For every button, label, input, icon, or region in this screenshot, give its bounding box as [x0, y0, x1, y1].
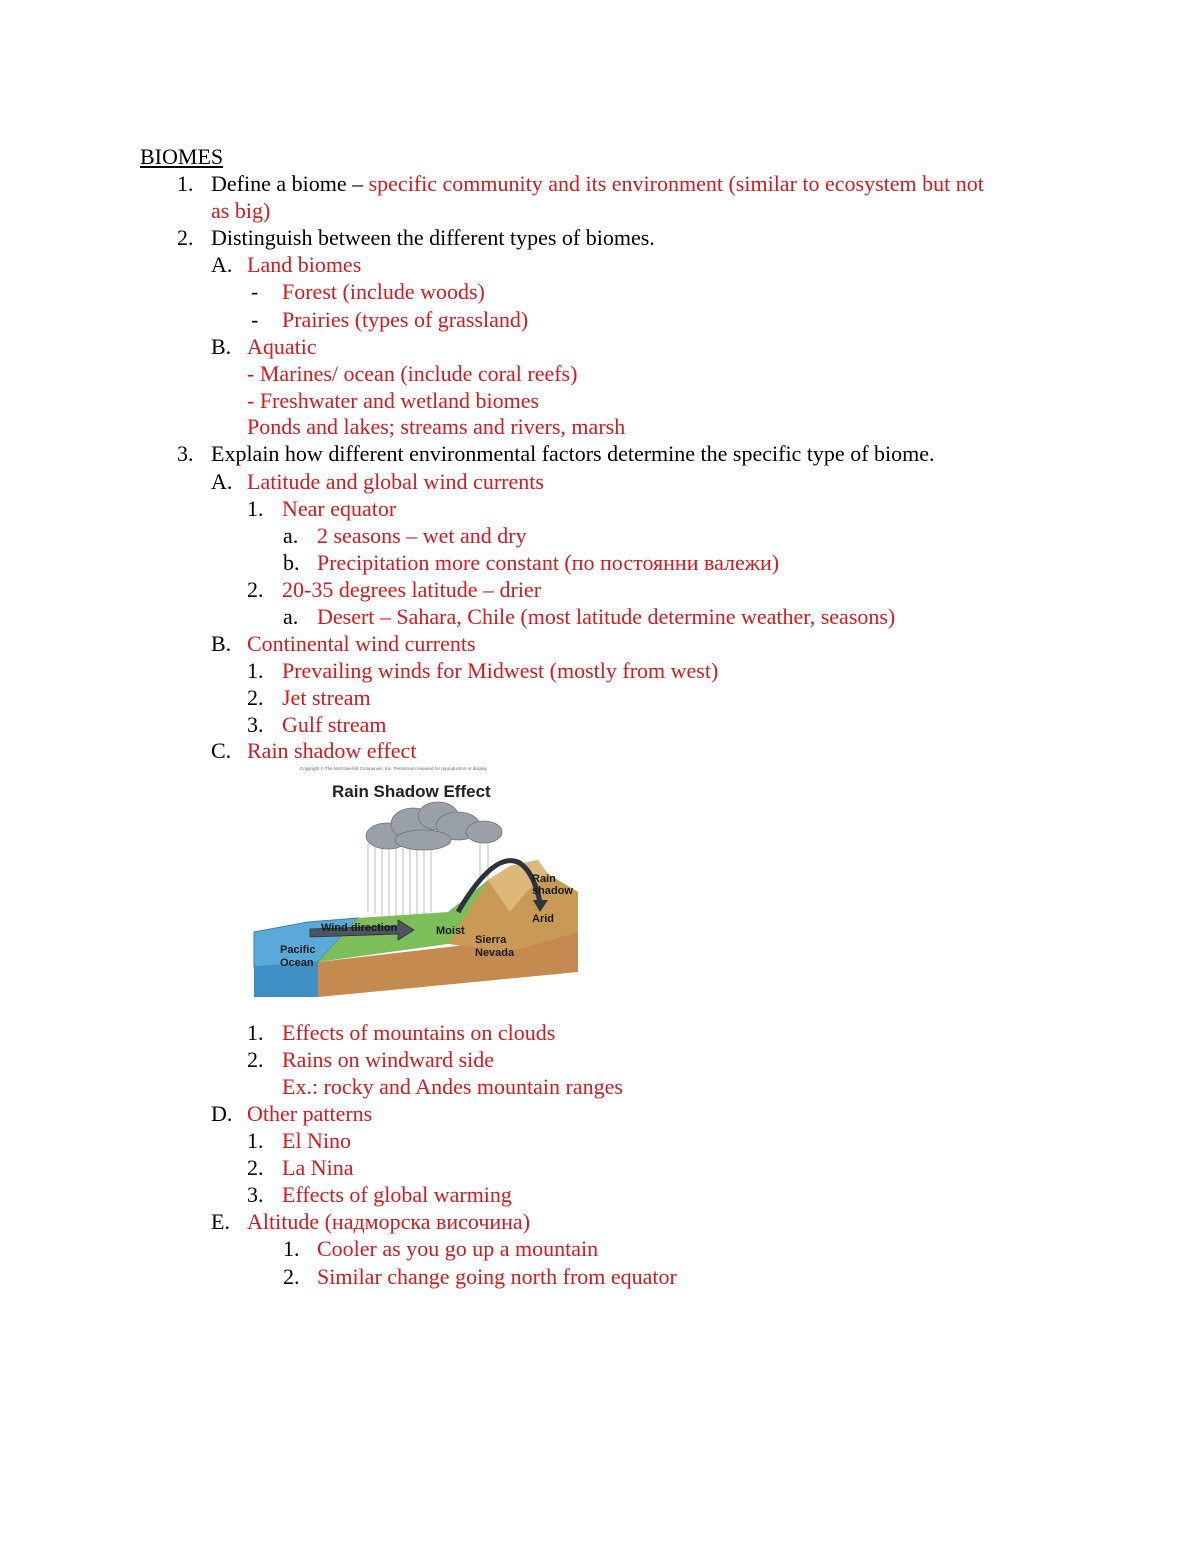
- item-1-line: [211, 170, 984, 197]
- sub-marker: B.: [211, 334, 232, 359]
- num-marker: 1.: [283, 1236, 300, 1261]
- label-wind: Wind direction: [321, 922, 398, 934]
- list-item: Ponds and lakes; streams and rivers, marsh: [247, 414, 626, 439]
- num-marker: 2.: [247, 577, 264, 602]
- list-item: La Nina: [282, 1155, 354, 1180]
- list-item: 2 seasons – wet and dry: [317, 523, 527, 548]
- cloud-icon: [366, 802, 502, 850]
- list-item: Prairies (types of grassland): [282, 307, 529, 332]
- list-item: Rains on windward side: [282, 1047, 495, 1072]
- list-item: Near equator: [282, 496, 397, 521]
- list-item: Jet stream: [282, 685, 371, 710]
- list-item: Gulf stream: [282, 712, 387, 737]
- land-biomes: Land biomes: [247, 252, 362, 277]
- sub-marker: E.: [211, 1209, 230, 1234]
- num-marker: 1.: [247, 658, 264, 683]
- label-pacific-2: Ocean: [280, 957, 314, 969]
- item-marker: 2.: [177, 225, 194, 250]
- item-marker: 1.: [177, 171, 194, 196]
- list-item: Similar change going north from equator: [317, 1264, 677, 1289]
- alpha-marker: a.: [283, 604, 299, 629]
- aquatic: Aquatic: [247, 334, 317, 359]
- item-3-label: Explain how different environmental factors determine the specific type of biome.: [211, 441, 935, 466]
- label-rain-2: shadow: [532, 885, 573, 897]
- label-sierra-2: Nevada: [475, 947, 515, 959]
- num-marker: 3.: [247, 712, 264, 737]
- list-item: Desert – Sahara, Chile (most latitude determine weather, seasons): [317, 604, 896, 629]
- item-1-answer-cont: as big): [211, 198, 271, 223]
- num-marker: 2.: [247, 1047, 264, 1072]
- figure-copyright: Copyright © The McGraw-Hill Companies, Inc. Permission required for reproduction or display.: [300, 766, 488, 771]
- sub-marker: A.: [211, 252, 233, 277]
- sub-marker: C.: [211, 738, 232, 763]
- sub-marker: B.: [211, 631, 232, 656]
- latitude-heading: Latitude and global wind currents: [247, 469, 544, 494]
- list-item: El Nino: [282, 1128, 352, 1153]
- list-item: Precipitation more constant (по постоянни валежи): [317, 550, 780, 575]
- num-marker: 1.: [247, 1020, 264, 1045]
- list-item: - Freshwater and wetland biomes: [247, 388, 540, 413]
- list-item: Cooler as you go up a mountain: [317, 1236, 599, 1261]
- altitude-heading: Altitude (надморска височина): [247, 1209, 531, 1234]
- num-marker: 1.: [247, 496, 264, 521]
- list-item: Forest (include woods): [282, 279, 485, 304]
- label-moist: Moist: [436, 925, 465, 937]
- rain-shadow-heading: Rain shadow effect: [247, 738, 417, 763]
- dash-marker: -: [251, 279, 259, 304]
- alpha-marker: b.: [283, 550, 300, 575]
- list-item: Prevailing winds for Midwest (mostly from west): [282, 658, 719, 683]
- num-marker: 1.: [247, 1128, 264, 1153]
- label-arid: Arid: [532, 913, 554, 925]
- list-item: 20-35 degrees latitude – drier: [282, 577, 542, 602]
- item-1-answer: specific community and its environment (similar to ecosystem but not: [368, 171, 984, 196]
- continental-heading: Continental wind currents: [247, 631, 476, 656]
- document-title: BIOMES: [140, 144, 224, 169]
- figure-title: Rain Shadow Effect: [332, 782, 491, 801]
- num-marker: 2.: [247, 685, 264, 710]
- list-item: Effects of global warming: [282, 1182, 512, 1207]
- label-rain-1: Rain: [532, 873, 556, 885]
- example-line: Ex.: rocky and Andes mountain ranges: [282, 1074, 623, 1099]
- item-2-label: Distinguish between the different types of biomes.: [211, 225, 655, 250]
- list-item: Effects of mountains on clouds: [282, 1020, 556, 1045]
- item-marker: 3.: [177, 441, 194, 466]
- num-marker: 3.: [247, 1182, 264, 1207]
- num-marker: 2.: [247, 1155, 264, 1180]
- rain-shadow-figure: [248, 762, 596, 1007]
- sub-marker: A.: [211, 469, 233, 494]
- list-item: - Marines/ ocean (include coral reefs): [247, 361, 578, 386]
- dash-marker: -: [251, 307, 259, 332]
- label-pacific-1: Pacific: [280, 944, 316, 956]
- sub-marker: D.: [211, 1101, 233, 1126]
- item-1-label: Define a biome –: [211, 171, 369, 196]
- num-marker: 2.: [283, 1264, 300, 1289]
- label-sierra-1: Sierra: [475, 934, 507, 946]
- other-patterns-heading: Other patterns: [247, 1101, 373, 1126]
- alpha-marker: a.: [283, 523, 299, 548]
